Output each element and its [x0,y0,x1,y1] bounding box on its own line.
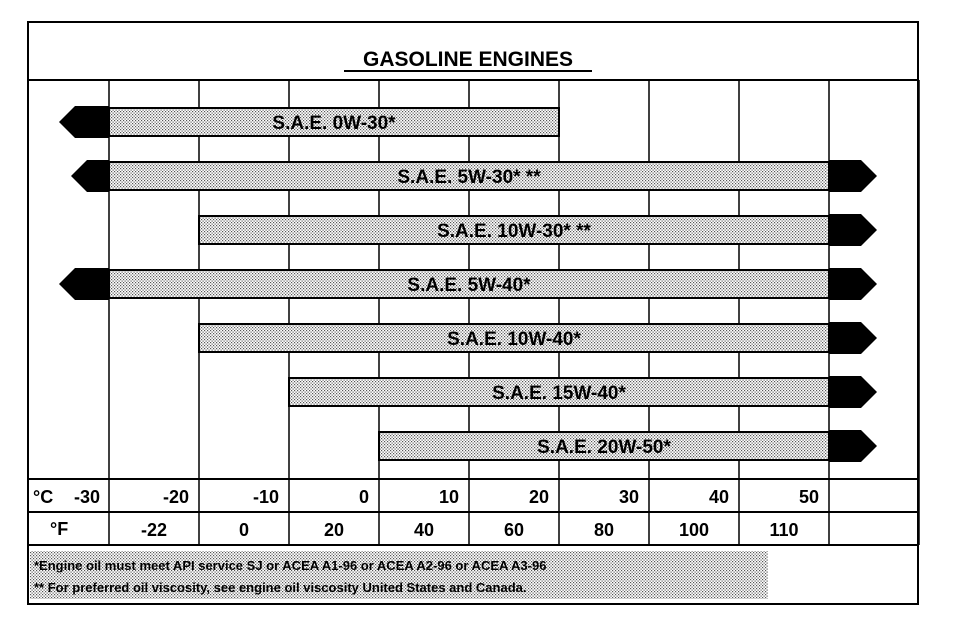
bar-label: S.A.E. 5W-40* [407,275,531,296]
celsius-tick-label: 40 [708,487,729,507]
celsius-tick-label: 20 [528,487,549,507]
bar-label: S.A.E. 15W-40* [492,383,626,404]
fahrenheit-tick-label: 110 [769,520,799,540]
chart-title: GASOLINE ENGINES [362,48,574,71]
fahrenheit-tick-label: 100 [678,520,710,540]
bar-label: S.A.E. 5W-30* ** [397,167,541,188]
bar-label: S.A.E. 10W-30* ** [437,221,591,242]
celsius-tick-label: -30 [73,487,100,507]
celsius-tick-label: -10 [252,487,279,507]
fahrenheit-tick-label: 20 [323,520,345,540]
celsius-tick-label: 50 [798,487,819,507]
fahrenheit-tick-label: 80 [593,520,615,540]
celsius-tick-label: 0 [358,487,369,507]
celsius-tick-label: 30 [618,487,639,507]
celsius-tick-label: 10 [438,487,459,507]
bar-label: S.A.E. 10W-40* [447,329,581,350]
fahrenheit-tick-label: 0 [238,520,250,540]
fahrenheit-tick-label: 60 [503,520,525,540]
footnote-2: ** For preferred oil viscosity, see engine oil viscosity United States and Canada. [34,580,527,595]
celsius-tick-label: -20 [162,487,189,507]
fahrenheit-tick-label: 40 [413,520,435,540]
bar-label: S.A.E. 0W-30* [272,113,396,134]
fahrenheit-tick-label: -22 [140,520,168,540]
celsius-label: °C [33,487,54,507]
bar-label: S.A.E. 20W-50* [537,437,671,458]
footnote-1: *Engine oil must meet API service SJ or ACEA A1-96 or ACEA A2-96 or ACEA A3-96 [34,558,547,573]
fahrenheit-label: °F [50,519,69,539]
